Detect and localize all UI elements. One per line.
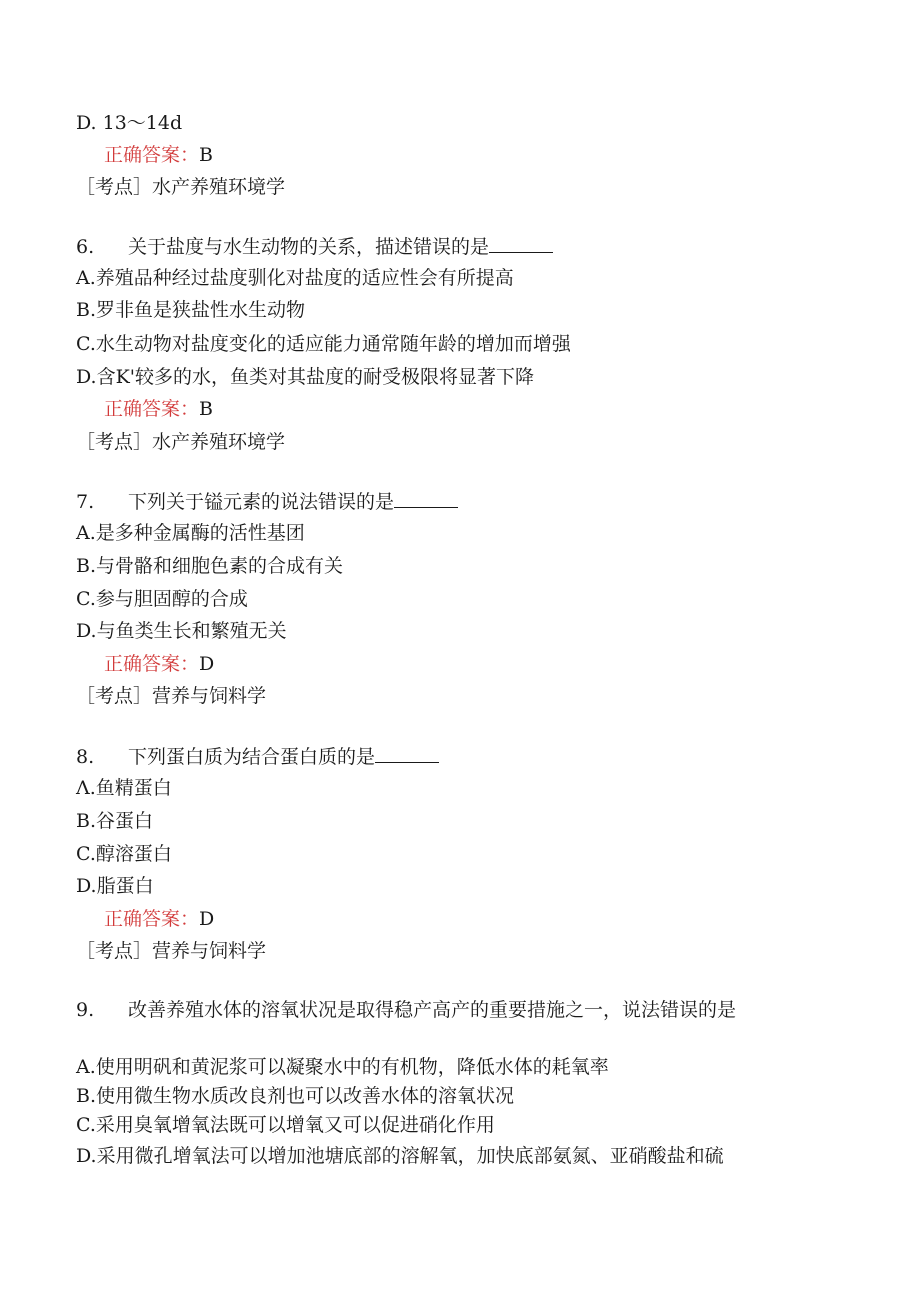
q5-answer — [104, 143, 213, 167]
q8-option-a: Λ.鱼精蛋白 — [76, 777, 172, 799]
question-number: 6. — [76, 236, 95, 258]
q6-option-d: D.含K'较多的水，鱼类对其盐度的耐受极限将显著下降 — [76, 366, 535, 388]
q7-stem-line — [76, 489, 458, 514]
answer-label: 正确答案： — [104, 653, 200, 675]
answer-blank — [375, 744, 439, 763]
answer-label: 正确答案： — [104, 398, 200, 420]
answer-label: 正确答案： — [104, 908, 200, 930]
answer-value: B — [199, 144, 213, 166]
q9-option-c: C.采用臭氧增氧法既可以增氧又可以促进硝化作用 — [76, 1114, 495, 1136]
answer-blank — [394, 489, 458, 508]
q7-topic: ［考点］营养与饲料学 — [76, 685, 267, 707]
q9-option-d: D.采用微孔增氧法可以增加池塘底部的溶解氧，加快底部氨氮、亚硝酸盐和硫 — [76, 1145, 724, 1167]
q6-option-c: C.水生动物对盐度变化的适应能力通常随年龄的增加而增强 — [76, 333, 571, 355]
answer-value: D — [199, 908, 215, 930]
q7-option-b: B.与骨骼和细胞色素的合成有关 — [76, 555, 344, 577]
q6-topic: ［考点］水产养殖环境学 — [76, 431, 286, 453]
answer-label: 正确答案： — [104, 144, 200, 166]
q6-option-a: A.养殖品种经过盐度驯化对盐度的适应性会有所提高 — [76, 267, 514, 289]
q8-option-b: B.谷蛋白 — [76, 810, 154, 832]
q9-option-a: A.使用明矾和黄泥浆可以凝聚水中的有机物，降低水体的耗氧率 — [76, 1056, 609, 1078]
q8-option-d: D.脂蛋白 — [76, 875, 154, 897]
q7-answer — [104, 652, 214, 676]
q5-topic: ［考点］水产养殖环境学 — [76, 176, 286, 198]
q7-option-c: C.参与胆固醇的合成 — [76, 588, 248, 610]
question-stem: 下列关于镒元素的说法错误的是 — [128, 491, 395, 513]
q6-answer — [104, 397, 213, 421]
question-number: 7. — [76, 491, 95, 513]
q7-option-d: D.与鱼类生长和繁殖无关 — [76, 620, 287, 642]
question-number: 9. — [76, 999, 95, 1021]
q9-option-b: B.使用微生物水质改良剂也可以改善水体的溶氧状况 — [76, 1085, 515, 1107]
q6-stem-line — [76, 234, 553, 259]
question-stem: 下列蛋白质为结合蛋白质的是 — [128, 746, 376, 768]
q5-option-d: D. 13～14d — [76, 112, 183, 134]
q8-answer — [104, 907, 214, 931]
q6-option-b: B.罗非鱼是狭盐性水生动物 — [76, 299, 306, 321]
question-number: 8. — [76, 746, 95, 768]
answer-value: D — [199, 653, 215, 675]
q8-topic: ［考点］营养与饲料学 — [76, 940, 267, 962]
q7-option-a: A.是多种金属酶的活性基团 — [76, 522, 305, 544]
answer-blank — [489, 234, 553, 253]
answer-value: B — [199, 398, 213, 420]
q9-stem-line — [76, 998, 736, 1022]
q8-stem-line — [76, 744, 439, 769]
q8-option-c: C.醇溶蛋白 — [76, 843, 172, 865]
question-stem: 关于盐度与水生动物的关系，描述错误的是 — [128, 236, 490, 258]
question-stem: 改善养殖水体的溶氧状况是取得稳产高产的重要措施之一，说法错误的是 — [128, 999, 737, 1021]
